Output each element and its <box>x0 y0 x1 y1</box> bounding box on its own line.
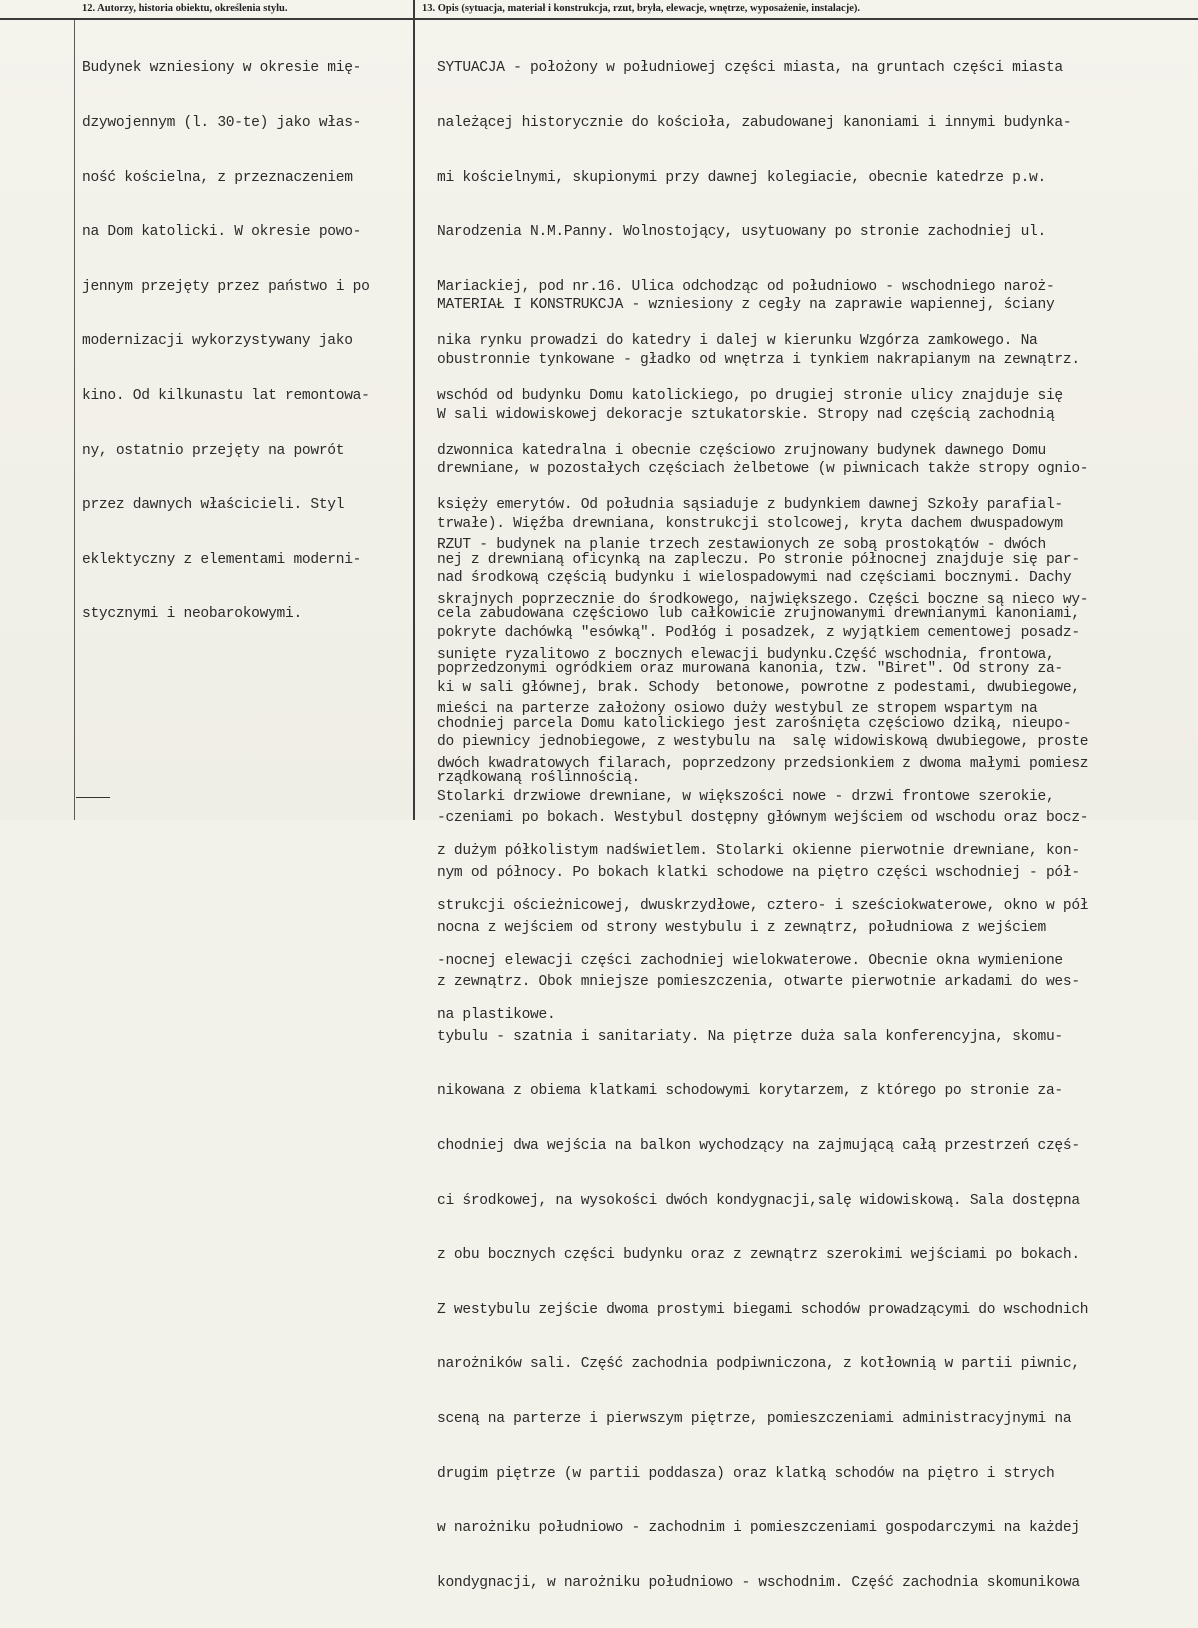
text-line: skrajnych poprzecznie do środkowego, największego. Części boczne są nieco wy- <box>437 592 1089 608</box>
text-line: sceną na parterze i pierwszym piętrze, pomieszczeniami administracyjnymi na <box>437 1410 1072 1427</box>
text-line: księży emerytów. Od południa sąsiaduje z budynkiem dawnej Szkoły parafial- <box>437 497 1063 514</box>
text-line: dzywojennym (l. 30-te) jako włas- <box>82 115 362 131</box>
text-line: tybulu - szatnia i sanitariaty. Na piętrze duża sala konferencyjna, skomu- <box>437 1028 1063 1045</box>
text-line: z dużym półkolistym nadświetlem. Stolarki okienne pierwotnie drewniane, kon- <box>437 843 1080 860</box>
text-line: w narożniku południowo - zachodnim i pomieszczeniami gospodarczymi na każdej <box>437 1520 1080 1537</box>
text-line: -nocnej elewacji części zachodniej wielokwaterowe. Obecnie okna wymienione <box>437 952 1063 969</box>
text-line: Budynek wzniesiony w okresie mię- <box>82 60 362 77</box>
text-line: sunięte ryzalitowo z bocznych elewacji budynku.Część wschodnia, frontowa, <box>437 646 1055 663</box>
text-line: nikowana z obiema klatkami schodowymi korytarzem, z którego po stronie za- <box>437 1083 1063 1100</box>
text-line: narożników sali. Część zachodnia podpiwniczona, z kotłownią w partii piwnic, <box>437 1356 1080 1373</box>
text-line: strukcji ościeżnicowej, dwuskrzydłowe, cztero- i sześciokwaterowe, okno w pół <box>437 897 1089 914</box>
text-line: W sali widowiskowej dekoracje sztukatorskie. Stropy nad częścią zachodnią <box>437 406 1055 423</box>
text-line: wschód od budynku Domu katolickiego, po drugiej stronie ulicy znajduje się <box>437 387 1063 404</box>
text-line: RZUT - budynek na planie trzech zestawionych ze sobą prostokątów - dwóch <box>437 537 1046 554</box>
text-line: -czeniami po bokach. Westybul dostępny głównym wejściem od wschodu oraz bocz- <box>437 810 1089 827</box>
text-line: należącej historycznie do kościoła, zabudowanej kanoniami i innymi budynka- <box>437 115 1072 131</box>
text-line: cela zabudowana częściowo lub całkowicie zrujnowanymi drewnianymi kanoniami, <box>437 606 1080 623</box>
text-line: Z westybulu zejście dwoma prostymi biegami schodów prowadzącymi do wschodnich <box>437 1301 1089 1318</box>
text-line: dzwonnica katedralna i obecnie częściowo zrujnowany budynek dawnego Domu <box>437 442 1046 459</box>
section-13-header: 13. Opis (sytuacja, materiał i konstrukcja, rzut, bryła, elewacje, wnętrze, wyposażenie, instalacje). <box>422 3 861 14</box>
text-line: kondygnacji, w narożniku południowo - wschodnim. Część zachodnia skomunikowa <box>437 1574 1080 1591</box>
text-line: Narodzenia N.M.Panny. Wolnostojący, usytuowany po stronie zachodniej ul. <box>437 224 1046 241</box>
text-line: nym od północy. Po bokach klatki schodowe na piętro części wschodniej - pół- <box>437 864 1080 881</box>
text-line: chodniej dwa wejścia na balkon wychodzący na zajmującą całą przestrzeń częś- <box>437 1137 1080 1154</box>
text-line: dwóch kwadratowych filarach, poprzedzony przedsionkiem z dwoma małymi pomiesz <box>437 755 1089 772</box>
text-line: rządkowaną roślinnością. <box>437 770 640 787</box>
text-line: chodniej parcela Domu katolickiego jest zarośnięta częściowo dziką, nieupo- <box>437 715 1072 732</box>
text-line: na plastikowe. <box>437 1007 556 1024</box>
text-line: trwałe). Więźba drewniana, konstrukcji stolcowej, kryta dachem dwuspadowym <box>437 515 1063 532</box>
footnote-tick <box>76 797 110 798</box>
text-line: ność kościelna, z przeznaczeniem <box>82 169 353 186</box>
text-line: ny, ostatnio przejęty na powrót <box>82 442 345 459</box>
text-line: na Dom katolicki. W okresie powo- <box>82 224 362 241</box>
text-line: MATERIAŁ I KONSTRUKCJA - wzniesiony z cegły na zaprawie wapiennej, ściany <box>437 297 1055 314</box>
section-12-header: 12. Autorzy, historia obiektu, określenia stylu. <box>82 3 288 14</box>
text-line: poprzedzonymi ogródkiem oraz murowana kanonia, tzw. "Biret". Od strony za- <box>437 660 1063 677</box>
text-line: eklektyczny z elementami moderni- <box>82 551 362 568</box>
text-line: stycznymi i neobarokowymi. <box>82 606 302 623</box>
rzut-section <box>437 500 1088 1628</box>
text-line: drewniane, w pozostałych częściach żelbetowe (w piwnicach także stropy ognio- <box>437 461 1089 478</box>
column-divider <box>413 0 415 820</box>
text-line: pokryte dachówką "esówką". Podłóg i posadzek, z wyjątkiem cementowej posadz- <box>437 624 1080 641</box>
left-margin-rule <box>74 20 75 820</box>
text-line: jennym przejęty przez państwo i po <box>82 278 370 295</box>
text-line: z obu bocznych części budynku oraz z zewnątrz szerokimi wejściami po bokach. <box>437 1247 1080 1264</box>
text-line: SYTUACJA - położony w południowej części miasta, na gruntach części miasta <box>437 60 1063 77</box>
text-line: kino. Od kilkunastu lat remontowa- <box>82 387 370 404</box>
text-line: mieści na parterze założony osiowo duży westybul ze stropem wspartym na <box>437 701 1038 718</box>
text-line: obustronnie tynkowane - gładko od wnętrza i tynkiem nakrapianym na zewnątrz. <box>437 352 1080 368</box>
text-line: przez dawnych właścicieli. Styl <box>82 497 345 514</box>
text-line: nej z drewnianą oficynką na zapleczu. Po stronie północnej znajduje się par- <box>437 551 1080 568</box>
header-rule <box>0 18 1198 20</box>
text-line: nocna z wejściem od strony westybulu i z zewnątrz, południowa z wejściem <box>437 919 1046 936</box>
text-line: ki w sali głównej, brak. Schody betonowe, powrotne z podestami, dwubiegowe, <box>437 679 1080 696</box>
text-line: ci środkowej, na wysokości dwóch kondygnacji,salę widowiskową. Sala dostępna <box>437 1192 1080 1209</box>
text-line: Mariackiej, pod nr.16. Ulica odchodząc od południowo - wschodniego naroż- <box>437 278 1055 295</box>
text-line: mi kościelnymi, skupionymi przy dawnej kolegiacie, obecnie katedrze p.w. <box>437 169 1046 186</box>
text-line: modernizacji wykorzystywany jako <box>82 333 353 350</box>
text-line: nika rynku prowadzi do katedry i dalej w kierunku Wzgórza zamkowego. Na <box>437 333 1038 350</box>
text-line: drugim piętrze (w partii poddasza) oraz klatką schodów na piętro i strych <box>437 1465 1055 1482</box>
history-text-block <box>82 23 370 660</box>
text-line: Stolarki drzwiowe drewniane, w większości nowe - drzwi frontowe szerokie, <box>437 788 1055 805</box>
text-line: nad środkową częścią budynku i wielospadowymi nad częściami bocznymi. Dachy <box>437 570 1072 587</box>
text-line: do piewnicy jednobiegowe, z westybulu na salę widowiskową dwubiegowe, proste <box>437 734 1089 751</box>
text-line: z zewnątrz. Obok mniejsze pomieszczenia, otwarte pierwotnie arkadami do wes- <box>437 974 1080 991</box>
